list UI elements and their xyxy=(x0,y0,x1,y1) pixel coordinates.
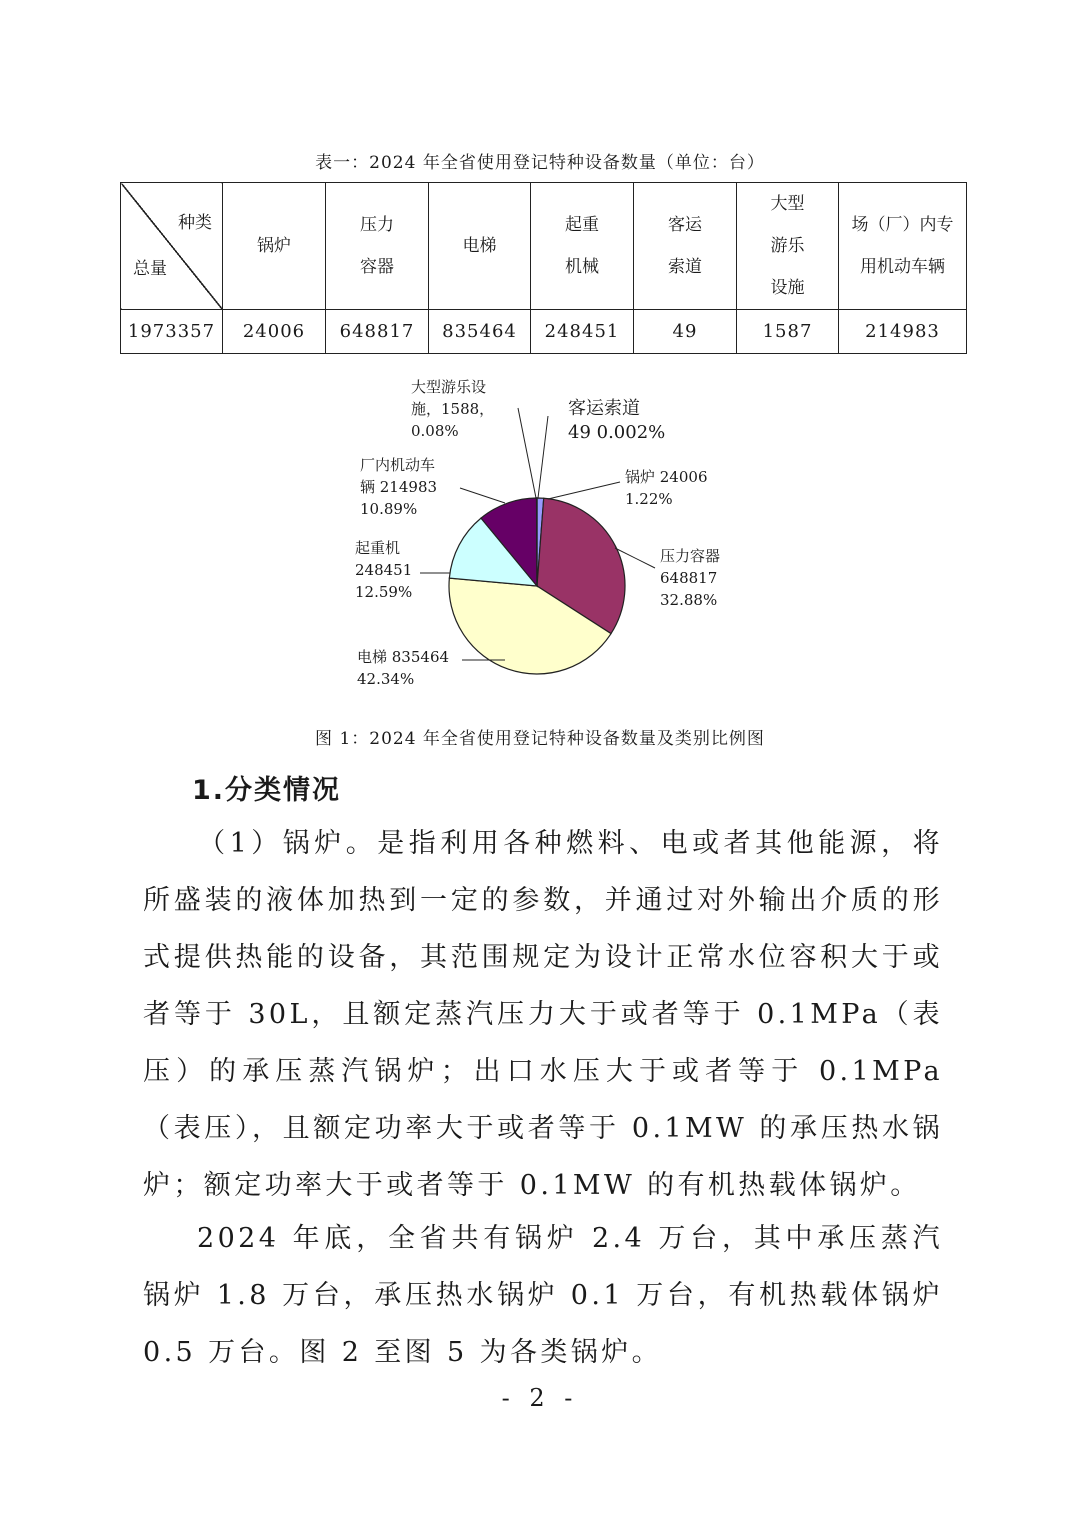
page-number: - 2 - xyxy=(501,1384,579,1412)
value-cell: 1973357 xyxy=(121,310,223,354)
header-cell: 锅炉 xyxy=(223,183,326,310)
figure-caption: 图 1：2024 年全省使用登记特种设备数量及类别比例图 xyxy=(315,729,765,749)
section-heading: 1.分类情况 xyxy=(192,775,342,806)
value-cell: 24006 xyxy=(223,310,326,354)
value-cell: 248451 xyxy=(531,310,634,354)
pie-leader-ropeway xyxy=(538,416,548,498)
table-caption: 表一：2024 年全省使用登记特种设备数量（单位：台） xyxy=(315,153,765,173)
value-cell: 648817 xyxy=(326,310,429,354)
pie-label-ropeway: 客运索道 49 0.002% xyxy=(568,398,666,443)
pie-label-crane: 起重机 248451 12.59% xyxy=(355,539,413,601)
corner-total-label: 总量 xyxy=(133,259,167,279)
pie-label-boiler: 锅炉 24006 1.22% xyxy=(625,468,708,508)
header-cell: 起重 机械 xyxy=(531,183,634,310)
table-corner-cell xyxy=(121,183,223,310)
pie-label-amusement: 大型游乐设施，1588， 0.08% xyxy=(411,378,495,440)
pie-label-elevator: 电梯 835464 42.34% xyxy=(357,648,450,688)
value-cell: 49 xyxy=(634,310,737,354)
value-cell: 835464 xyxy=(429,310,531,354)
value-cell: 214983 xyxy=(839,310,967,354)
pie-leader-boiler xyxy=(548,482,620,499)
header-cell: 大型 游乐 设施 xyxy=(737,183,839,310)
pie-leader-amusement xyxy=(518,408,536,498)
header-cell: 压力 容器 xyxy=(326,183,429,310)
header-cell: 电梯 xyxy=(429,183,531,310)
equipment-count-table xyxy=(120,182,967,354)
value-cell: 1587 xyxy=(737,310,839,354)
corner-category-label: 种类 xyxy=(178,213,212,233)
paragraph-boiler-definition: （1）锅炉。是指利用各种燃料、电或者其他能源，将所盛装的液体加热到一定的参数，并通过对外输出介质的形式提供热能的设备，其范围规定为设计正常水位容积大于或者等于 30L，且额定蒸汽压力大于或者等于 0.1MPa（表压）的承压蒸汽锅炉；出口水压大于或者等于 0.1MPa（表压），且额定功率大于或者等于 0.1MW 的承压热水锅炉；额定功率大于或者等于 0.1MW 的有机热载体锅炉。 xyxy=(143,828,943,1201)
paragraph-boiler-count: 2024 年底，全省共有锅炉 2.4 万台，其中承压蒸汽锅炉 1.8 万台，承压热水锅炉 0.1 万台，有机热载体锅炉 0.5 万台。图 2 至图 5 为各类锅炉。 xyxy=(143,1223,943,1368)
pie-label-pressure-vessel: 压力容器 648817 32.88% xyxy=(660,547,721,609)
table-header-row xyxy=(121,183,967,310)
header-cell: 场（厂）内专 用机动车辆 xyxy=(839,183,967,310)
equipment-pie-chart xyxy=(300,368,780,698)
table-value-row xyxy=(121,310,967,354)
header-cell: 客运 索道 xyxy=(634,183,737,310)
pie-label-vehicle: 厂内机动车辆 214983 10.89% xyxy=(360,456,438,518)
pie-leader-vehicle xyxy=(460,488,505,503)
